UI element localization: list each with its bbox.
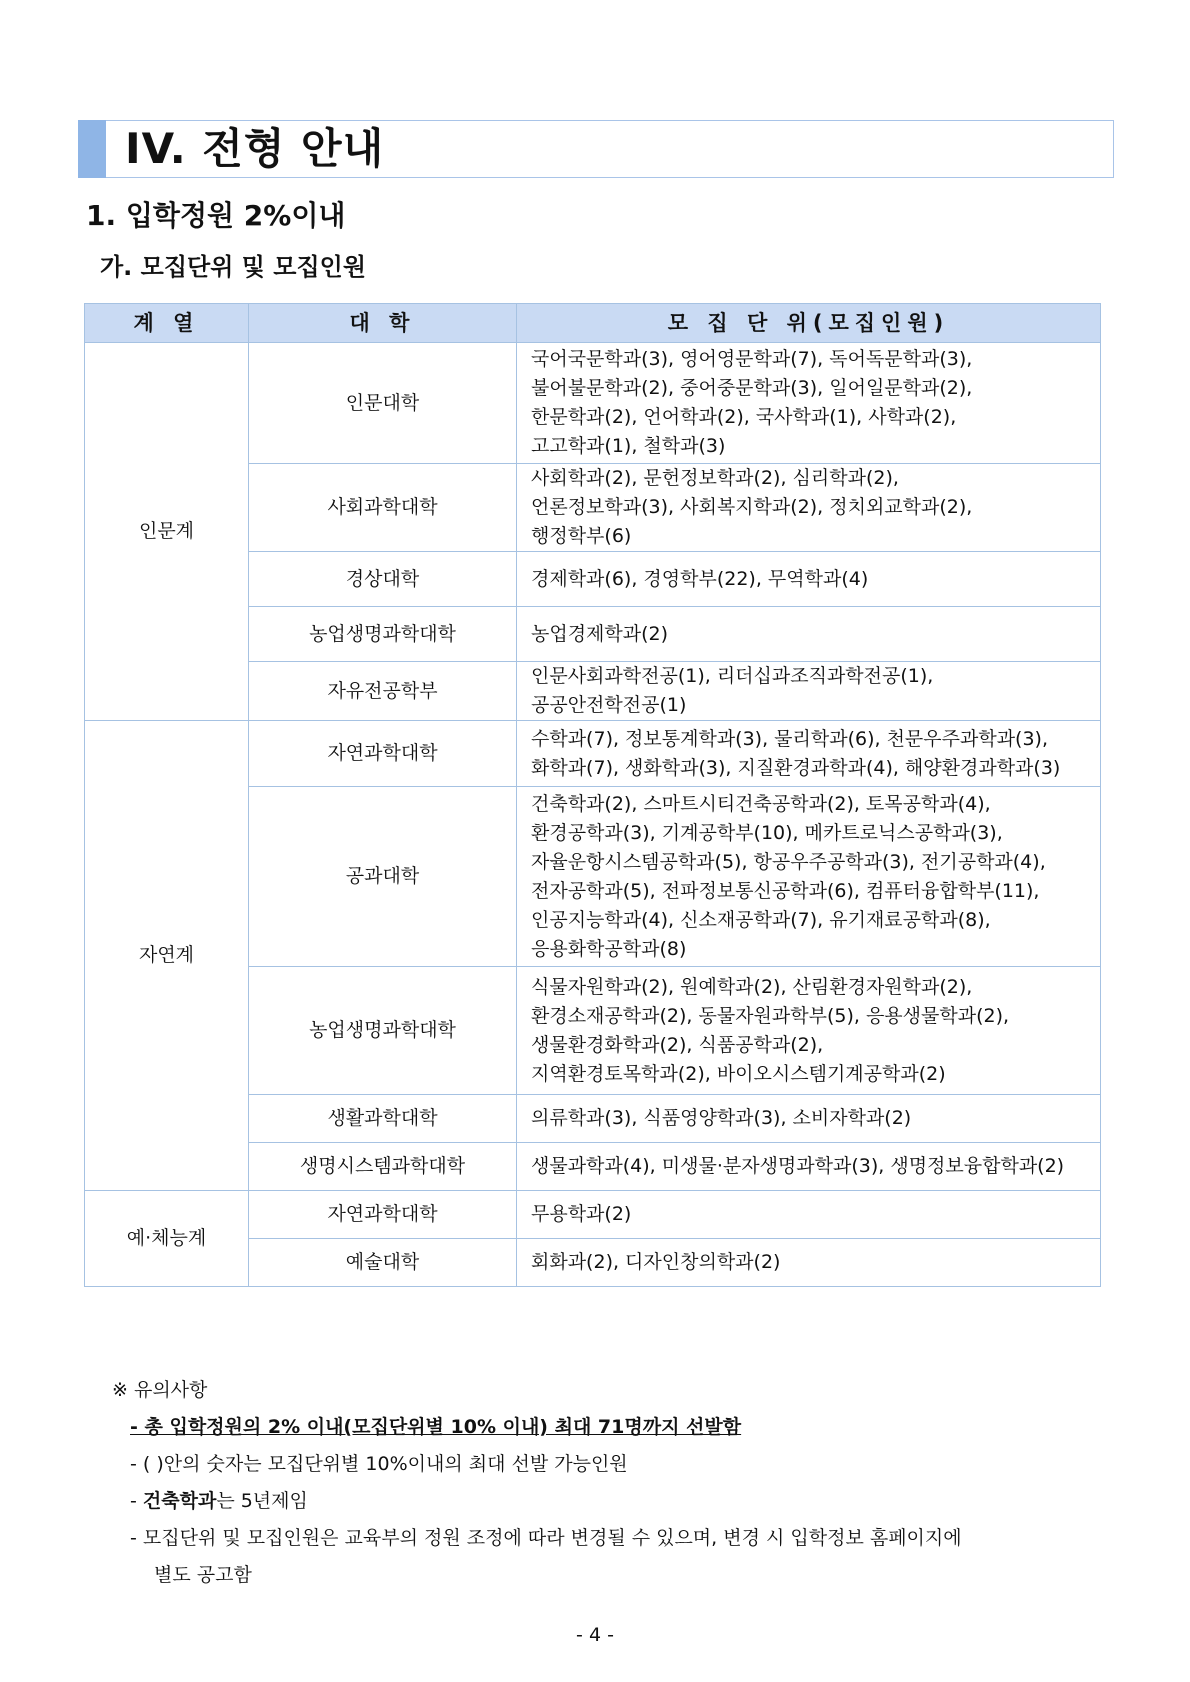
department-line: 회화과(2), 디자인창의학과(2) — [531, 1251, 781, 1273]
field-cell: 자연계 — [85, 721, 249, 1191]
department-line: 한문학과(2), 언어학과(2), 국사학과(1), 사학과(2), — [531, 406, 957, 428]
recruitment-table — [84, 303, 1101, 1287]
department-line: 의류학과(3), 식품영양학과(3), 소비자학과(2) — [531, 1107, 912, 1129]
college-cell: 자연과학대학 — [249, 721, 517, 787]
department-line: 무용학과(2) — [531, 1203, 632, 1225]
college-cell: 인문대학 — [249, 343, 517, 464]
departments-cell — [517, 787, 1101, 967]
college-cell: 공과대학 — [249, 787, 517, 967]
departments-cell — [517, 607, 1101, 662]
note-text: 는 5년제임 — [216, 1490, 308, 1512]
header-field: 계 열 — [85, 304, 249, 343]
college-cell: 농업생명과학대학 — [249, 967, 517, 1095]
field-cell: 인문계 — [85, 343, 249, 721]
departments-cell — [517, 552, 1101, 607]
departments-cell — [517, 1239, 1101, 1287]
department-line: 식물자원학과(2), 원예학과(2), 산림환경자원학과(2), — [531, 975, 973, 998]
note-item-continued: 별도 공고함 — [154, 1564, 252, 1586]
header-college: 대 학 — [249, 304, 517, 343]
department-line: 사회학과(2), 문헌정보학과(2), 심리학과(2), — [531, 467, 899, 489]
college-cell: 경상대학 — [249, 552, 517, 607]
department-line: 경제학과(6), 경영학부(22), 무역학과(4) — [531, 567, 869, 590]
department-line: 공공안전학전공(1) — [531, 694, 687, 716]
page-number: - 4 - — [576, 1624, 614, 1646]
college-cell: 사회과학대학 — [249, 464, 517, 552]
college-cell: 예술대학 — [249, 1239, 517, 1287]
note-emphasis: - 총 입학정원의 2% 이내(모집단위별 10% 이내) 최대 71명까지 선발함 — [130, 1416, 742, 1438]
department-line: 생물환경화학과(2), 식품공학과(2), — [531, 1033, 824, 1056]
notes-section — [112, 1372, 1122, 1594]
field-cell: 예·체능계 — [85, 1191, 249, 1287]
department-line: 응용화학공학과(8) — [531, 937, 687, 960]
department-line: 농업경제학과(2) — [531, 622, 669, 645]
departments-cell — [517, 1143, 1101, 1191]
notes-heading: ※ 유의사항 — [112, 1379, 208, 1401]
department-line: 인공지능학과(4), 신소재공학과(7), 유기재료공학과(8), — [531, 908, 991, 931]
college-cell: 농업생명과학대학 — [249, 607, 517, 662]
note-item — [112, 1409, 1122, 1446]
department-line: 고고학과(1), 철학과(3) — [531, 435, 726, 457]
department-line: 자율운항시스템공학과(5), 항공우주공학과(3), 전기공학과(4), — [531, 850, 1046, 873]
note-bold-term: 건축학과 — [142, 1490, 217, 1512]
college-cell: 자유전공학부 — [249, 662, 517, 721]
college-cell: 생활과학대학 — [249, 1095, 517, 1143]
subsection-title: 가. 모집단위 및 모집인원 — [100, 253, 367, 281]
department-line: 환경공학과(3), 기계공학부(10), 메카트로닉스공학과(3), — [531, 821, 1003, 844]
section-title: 1. 입학정원 2%이내 — [86, 199, 346, 232]
departments-cell — [517, 343, 1101, 464]
departments-cell — [517, 1191, 1101, 1239]
department-line: 지역환경토목학과(2), 바이오시스템기계공학과(2) — [531, 1062, 946, 1085]
college-cell: 자연과학대학 — [249, 1191, 517, 1239]
department-line: 수학과(7), 정보통계학과(3), 물리학과(6), 천문우주과학과(3), — [531, 727, 1049, 750]
header-units: 모 집 단 위(모집인원) — [517, 304, 1101, 343]
chapter-heading-box — [78, 120, 1114, 178]
table-body — [85, 343, 1101, 1287]
note-item: - ( )안의 숫자는 모집단위별 10%이내의 최대 선발 가능인원 — [130, 1453, 628, 1475]
departments-cell — [517, 464, 1101, 552]
department-line: 생물과학과(4), 미생물·분자생명과학과(3), 생명정보융합학과(2) — [531, 1155, 1065, 1177]
chapter-accent-bar — [78, 120, 106, 178]
table-row — [85, 1191, 1101, 1239]
departments-cell — [517, 662, 1101, 721]
departments-cell — [517, 721, 1101, 787]
chapter-title: IV. 전형 안내 — [125, 124, 385, 173]
department-line: 전자공학과(5), 전파정보통신공학과(6), 컴퓨터융합학부(11), — [531, 879, 1040, 902]
department-line: 행정학부(6) — [531, 525, 632, 547]
note-item: - 건축학과는 5년제임 — [130, 1490, 308, 1512]
department-line: 국어국문학과(3), 영어영문학과(7), 독어독문학과(3), — [531, 348, 973, 370]
department-line: 불어불문학과(2), 중어중문학과(3), 일어일문학과(2), — [531, 377, 973, 399]
departments-cell — [517, 1095, 1101, 1143]
table-row — [85, 721, 1101, 787]
department-line: 건축학과(2), 스마트시티건축공학과(2), 토목공학과(4), — [531, 792, 991, 815]
department-line: 언론정보학과(3), 사회복지학과(2), 정치외교학과(2), — [531, 496, 973, 518]
department-line: 인문사회과학전공(1), 리더십과조직과학전공(1), — [531, 665, 934, 687]
department-line: 화학과(7), 생화학과(3), 지질환경과학과(4), 해양환경과학과(3) — [531, 756, 1061, 779]
note-item: - 모집단위 및 모집인원은 교육부의 정원 조정에 따라 변경될 수 있으며, 변경 시 입학정보 홈페이지에 — [130, 1527, 962, 1549]
table-header-row — [85, 304, 1101, 343]
college-cell: 생명시스템과학대학 — [249, 1143, 517, 1191]
department-line: 환경소재공학과(2), 동물자원과학부(5), 응용생물학과(2), — [531, 1004, 1010, 1027]
departments-cell — [517, 967, 1101, 1095]
table-row — [85, 343, 1101, 464]
